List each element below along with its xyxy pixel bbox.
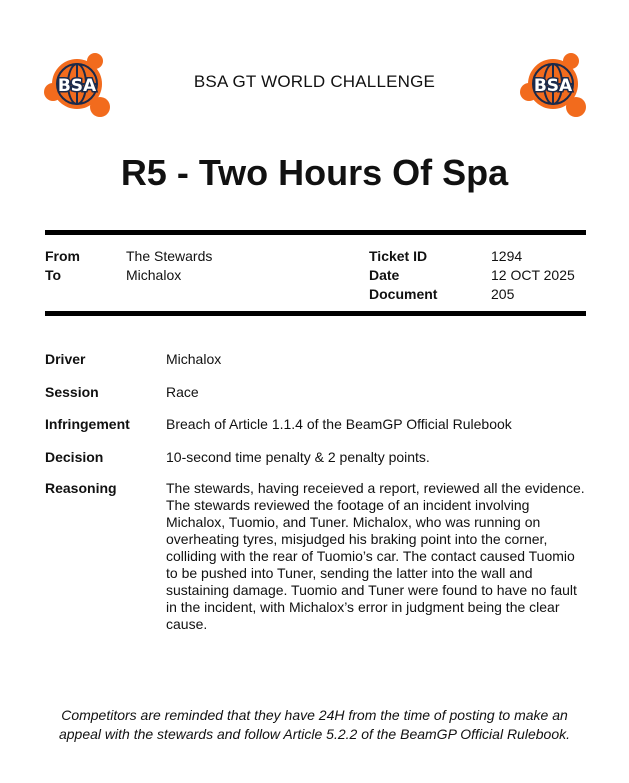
session-label: Session: [45, 384, 99, 400]
event-name: BSA GT WORLD CHALLENGE: [193, 72, 436, 91]
reasoning-value: The stewards, having receieved a report, reviewed all the evidence. The stewards reviewed the footage of an incident involving Michalox, Tuomio, and Tuner. Michalox, who was running on overheating tyres, misjudged his braking point into the corner, colliding with the rear of Tuomio’s car. The contact caused Tuomio to be pushed into Tuner, sending the latter into the wall and sustaining damage. Tuomio and Tuner were found to have no fault in the incident, with Michalox’s error in judgment being the clear cause.: [166, 480, 585, 632]
ticket-id-label: Ticket ID: [369, 248, 428, 264]
from-label: From: [45, 248, 80, 264]
ticket-id-value: 1294: [491, 248, 523, 264]
divider-top: [45, 230, 586, 235]
appeal-notice: Competitors are reminded that they have 24H from the time of posting to make an appeal with the stewards and follow Article 5.2.2 of the BeamGP Official Rulebook.: [58, 707, 570, 742]
driver-label: Driver: [45, 351, 86, 367]
divider-bottom: [45, 311, 586, 316]
reasoning-label: Reasoning: [45, 480, 117, 496]
to-value: Michalox: [126, 267, 182, 283]
infringement-label: Infringement: [45, 416, 130, 432]
driver-value: Michalox: [166, 351, 222, 367]
session-value: Race: [166, 384, 199, 400]
svg-text:BSA: BSA: [533, 76, 573, 96]
infringement-value: Breach of Article 1.1.4 of the BeamGP Official Rulebook: [166, 416, 512, 432]
from-value: The Stewards: [126, 248, 213, 264]
decision-label: Decision: [45, 449, 104, 465]
to-label: To: [45, 267, 62, 283]
page-title: R5 - Two Hours Of Spa: [120, 152, 509, 193]
decision-value: 10-second time penalty & 2 penalty points.: [166, 449, 430, 465]
date-value: 12 OCT 2025: [491, 267, 575, 283]
document-label: Document: [369, 286, 438, 302]
svg-text:BSA: BSA: [57, 76, 97, 96]
date-label: Date: [369, 267, 400, 283]
document-value: 205: [491, 286, 515, 302]
